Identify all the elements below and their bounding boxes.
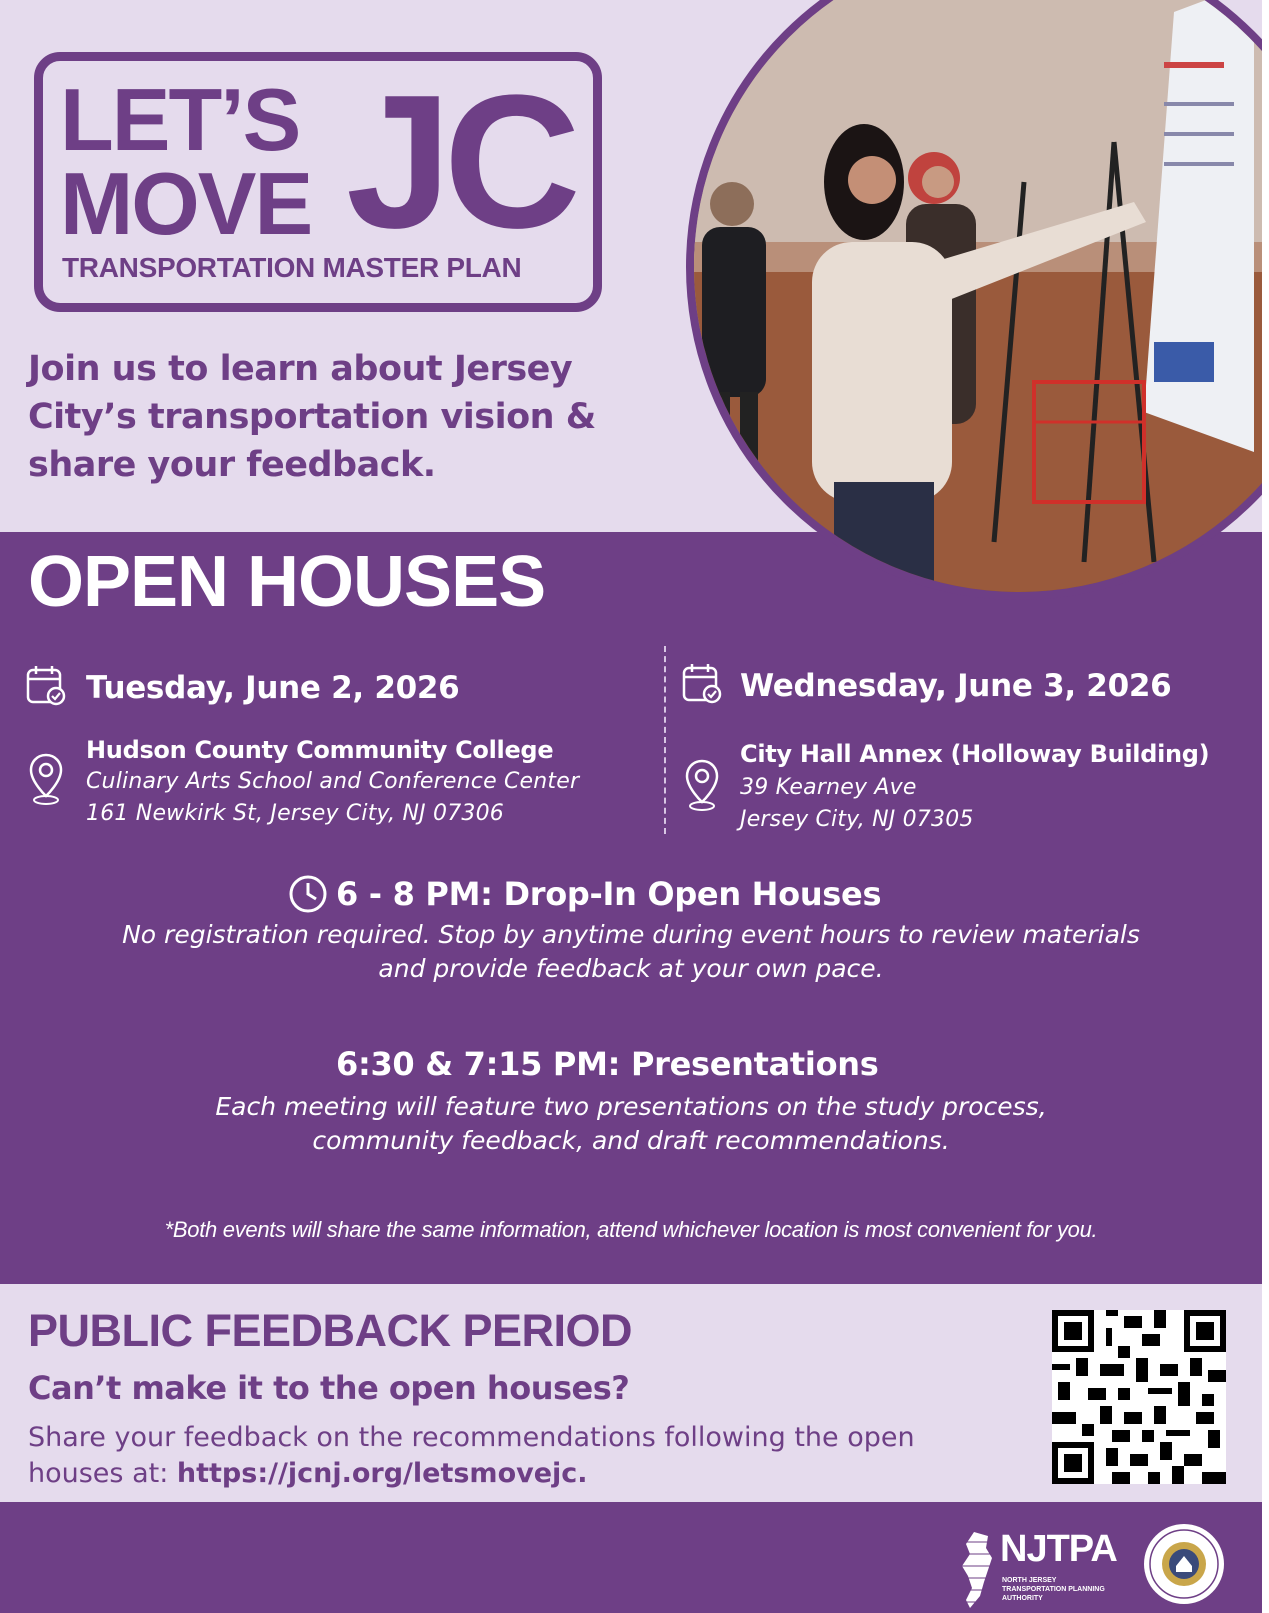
logo-line-move: MOVE xyxy=(60,154,312,253)
feedback-body-prefix: houses at: xyxy=(28,1458,177,1489)
event-photo xyxy=(686,0,1262,600)
feedback-body xyxy=(28,1420,1028,1492)
event1-address-line1: Culinary Arts School and Conference Center xyxy=(86,769,580,794)
event1-address-line2: 161 Newkirk St, Jersey City, NJ 07306 xyxy=(86,801,504,826)
feedback-subtitle: Can’t make it to the open houses? xyxy=(28,1369,630,1407)
photo-illustration xyxy=(694,0,1262,600)
dropin-line1: No registration required. Stop by anytime during event hours to review materials xyxy=(122,920,1140,949)
footnote: *Both events will share the same information, attend whichever location is most convenient for you. xyxy=(164,1217,1098,1242)
feedback-title: PUBLIC FEEDBACK PERIOD xyxy=(28,1305,633,1356)
presentations-title: 6:30 & 7:15 PM: Presentations xyxy=(336,1045,879,1083)
dropin-line2: and provide feedback at your own pace. xyxy=(378,954,884,983)
right-edge-strip xyxy=(1262,0,1269,1613)
open-houses-title: OPEN HOUSES xyxy=(28,542,546,622)
njtpa-logo-text: NJTPA xyxy=(1000,1528,1117,1570)
logo-line-lets: LET’S xyxy=(60,70,300,169)
intro-text: Join us to learn about Jersey City’s transportation vision & share your feedback. xyxy=(28,349,596,485)
feedback-url-link[interactable]: https://jcnj.org/letsmovejc. xyxy=(176,1458,588,1489)
logo-subtitle: TRANSPORTATION MASTER PLAN xyxy=(62,252,522,283)
clock-icon xyxy=(288,874,328,914)
logo-mark-jc: JC xyxy=(346,56,573,268)
presentations-line2: community feedback, and draft recommendations. xyxy=(312,1126,950,1155)
event1-date: Tuesday, June 2, 2026 xyxy=(86,670,460,706)
event2-address-line2: Jersey City, NJ 07305 xyxy=(740,807,974,832)
event2-date: Wednesday, June 3, 2026 xyxy=(740,668,1172,704)
event2-venue: City Hall Annex (Holloway Building) xyxy=(740,740,1210,768)
event2-address-line1: 39 Kearney Ave xyxy=(740,775,917,800)
event1-venue: Hudson County Community College xyxy=(86,736,554,764)
map-pin-icon xyxy=(28,752,64,808)
presentations-line1: Each meeting will feature two presentations on the study process, xyxy=(215,1092,1047,1121)
event-divider xyxy=(664,646,666,834)
feedback-body-line1: Share your feedback on the recommendations following the open xyxy=(28,1422,915,1453)
jersey-city-seal xyxy=(1142,1522,1226,1606)
feedback-body-line2 xyxy=(28,1456,1028,1492)
dropin-title: 6 - 8 PM: Drop-In Open Houses xyxy=(336,875,882,913)
nj-map-icon xyxy=(960,1530,996,1610)
njtpa-subtitle: NORTH JERSEY TRANSPORTATION PLANNING AUTHORITY xyxy=(1002,1577,1105,1602)
map-pin-icon xyxy=(684,758,720,814)
calendar-check-icon xyxy=(26,664,66,706)
qr-code[interactable] xyxy=(1052,1310,1226,1484)
calendar-check-icon xyxy=(682,662,722,704)
